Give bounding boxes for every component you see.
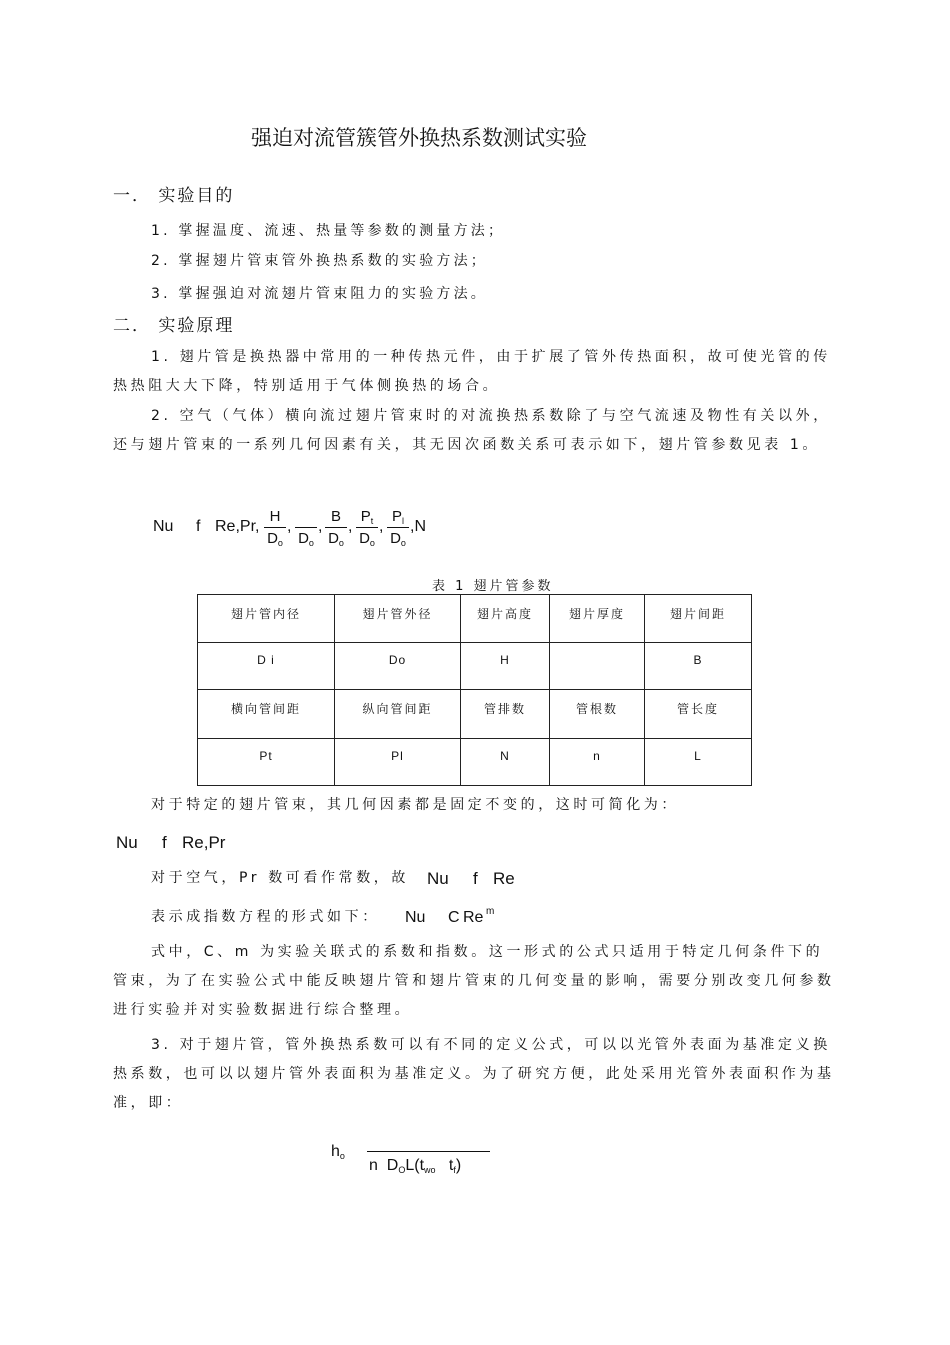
table-cell: 管长度	[645, 690, 752, 738]
table-caption: 表 1 翅片管参数	[432, 579, 554, 594]
eq4-lhs: Nu	[405, 909, 426, 926]
eq1-args: Re,Pr,	[215, 518, 260, 535]
eq1-f: f	[196, 518, 201, 535]
eq1-frac3-den-sub: o	[338, 538, 344, 548]
eq1-tail: ,N	[410, 518, 426, 535]
table-cell: 翅片厚度	[550, 595, 645, 643]
eq1-frac3-den: D	[328, 530, 339, 547]
objective-item-2: 2. 掌握翅片管束管外换热系数的实验方法；	[151, 253, 489, 269]
table-cell	[550, 643, 645, 690]
eq1-frac4-num-sub: t	[370, 516, 374, 526]
eq5-fraction-bar	[367, 1151, 490, 1152]
table-cell: 纵向管间距	[335, 690, 461, 738]
eq1-frac1-den-sub: o	[277, 538, 283, 548]
eq1-frac5-num-sub: l	[402, 516, 404, 526]
objective-item-1: 1. 掌握温度、流速、热量等参数的测量方法；	[151, 223, 506, 239]
eq1-fraction-5	[387, 507, 409, 548]
eq5-lhs: $h_o$	[331, 1143, 345, 1161]
eq1-frac2-den: D	[298, 530, 309, 547]
eq4-c: C	[448, 909, 460, 926]
eq1-fraction-4	[356, 507, 378, 548]
table-cell: n	[550, 738, 645, 785]
section-heading-objectives: 一． 实验目的	[113, 186, 235, 206]
table-row	[198, 595, 752, 643]
eq2-lhs: Nu	[116, 833, 138, 852]
eq1-frac4-den-sub: o	[369, 538, 375, 548]
eq1-frac1-den: D	[267, 530, 278, 547]
table-cell: N	[461, 738, 550, 785]
eq1-frac5-den-sub: o	[400, 538, 406, 548]
table-cell: H	[461, 643, 550, 690]
table-cell: 翅片管内径	[198, 595, 335, 643]
air-paragraph-text: 对于空气，Pr 数可看作常数，故	[151, 870, 410, 886]
eq1-frac5-den: D	[390, 530, 401, 547]
eq1-comma-1: ,	[287, 518, 292, 535]
eq1-frac2-num	[295, 507, 317, 526]
table-row	[198, 690, 752, 738]
eq1-frac3-num: B	[330, 508, 341, 525]
eq2-args: Re,Pr	[182, 833, 226, 852]
fin-tube-parameter-table	[197, 594, 752, 786]
eq1-fraction-1	[264, 507, 286, 548]
table-cell: Do	[335, 643, 461, 690]
eq1-frac1-num: H	[269, 508, 281, 525]
table-cell: 横向管间距	[198, 690, 335, 738]
eq2-f: f	[162, 833, 167, 852]
table-cell: D i	[198, 643, 335, 690]
eq3-f: f	[473, 869, 478, 888]
eq5-denominator: n $D_OL(t_{wo}$ $t_f$)	[369, 1157, 462, 1175]
table-cell: B	[645, 643, 752, 690]
eq1-comma-2: ,	[318, 518, 323, 535]
table-row	[198, 738, 752, 785]
table-row	[198, 643, 752, 690]
table-cell: 管排数	[461, 690, 550, 738]
table-cell: Pt	[198, 738, 335, 785]
eq1-lhs: Nu	[153, 518, 174, 535]
power-law-text: 表示成指数方程的形式如下：	[151, 909, 380, 925]
table-cell: 翅片间距	[645, 595, 752, 643]
eq1-fraction-3	[325, 507, 347, 548]
eq3-arg: Re	[493, 869, 515, 888]
eq4-re: Re	[463, 909, 484, 926]
coefficient-paragraph: 式中，C、m 为实验关联式的系数和指数。这一形式的公式只适用于特定几何条件下的管束，为了在实验公式中能反映翅片管和翅片管束的几何变量的影响，需要分别改变几何参数进行实验并对实验数据进行综合整理。	[113, 944, 835, 1018]
eq1-frac5-num: P	[391, 508, 402, 525]
simplification-paragraph: 对于特定的翅片管束，其几何因素都是固定不变的，这时可简化为：	[151, 797, 679, 813]
eq1-comma-3: ,	[348, 518, 353, 535]
table-cell: 翅片管外径	[335, 595, 461, 643]
table-cell: 翅片高度	[461, 595, 550, 643]
eq1-fraction-2	[295, 507, 317, 548]
table-cell: L	[645, 738, 752, 785]
eq1-frac2-den-sub: o	[308, 538, 314, 548]
eq4-exponent: m	[486, 906, 495, 917]
section-heading-principle: 二． 实验原理	[113, 316, 235, 336]
heat-transfer-definition-paragraph: 3. 对于翅片管，管外换热系数可以有不同的定义公式，可以以光管外表面为基准定义换热系数，也可以以翅片管外表面积为基准定义。为了研究方便，此处采用光管外表面积作为基准，即：	[113, 1037, 835, 1111]
table-cell: 管根数	[550, 690, 645, 738]
page-title: 强迫对流管簇管外换热系数测试实验	[251, 126, 587, 150]
principle-paragraph-1: 1. 翅片管是换热器中常用的一种传热元件，由于扩展了管外传热面积，故可使光管的传热热阻大大下降，特别适用于气体侧换热的场合。	[113, 349, 831, 394]
eq3-lhs: Nu	[427, 869, 449, 888]
eq1-comma-4: ,	[379, 518, 384, 535]
eq1-frac4-den: D	[359, 530, 370, 547]
principle-paragraph-2: 2. 空气（气体）横向流过翅片管束时的对流换热系数除了与空气流速及物性有关以外，还与翅片管束的一系列几何因素有关，其无因次函数关系可表示如下，翅片管参数见表 1。	[113, 408, 831, 453]
objective-item-3: 3. 掌握强迫对流翅片管束阻力的实验方法。	[151, 286, 489, 302]
table-cell: Pl	[335, 738, 461, 785]
eq1-frac4-num: P	[360, 508, 371, 525]
